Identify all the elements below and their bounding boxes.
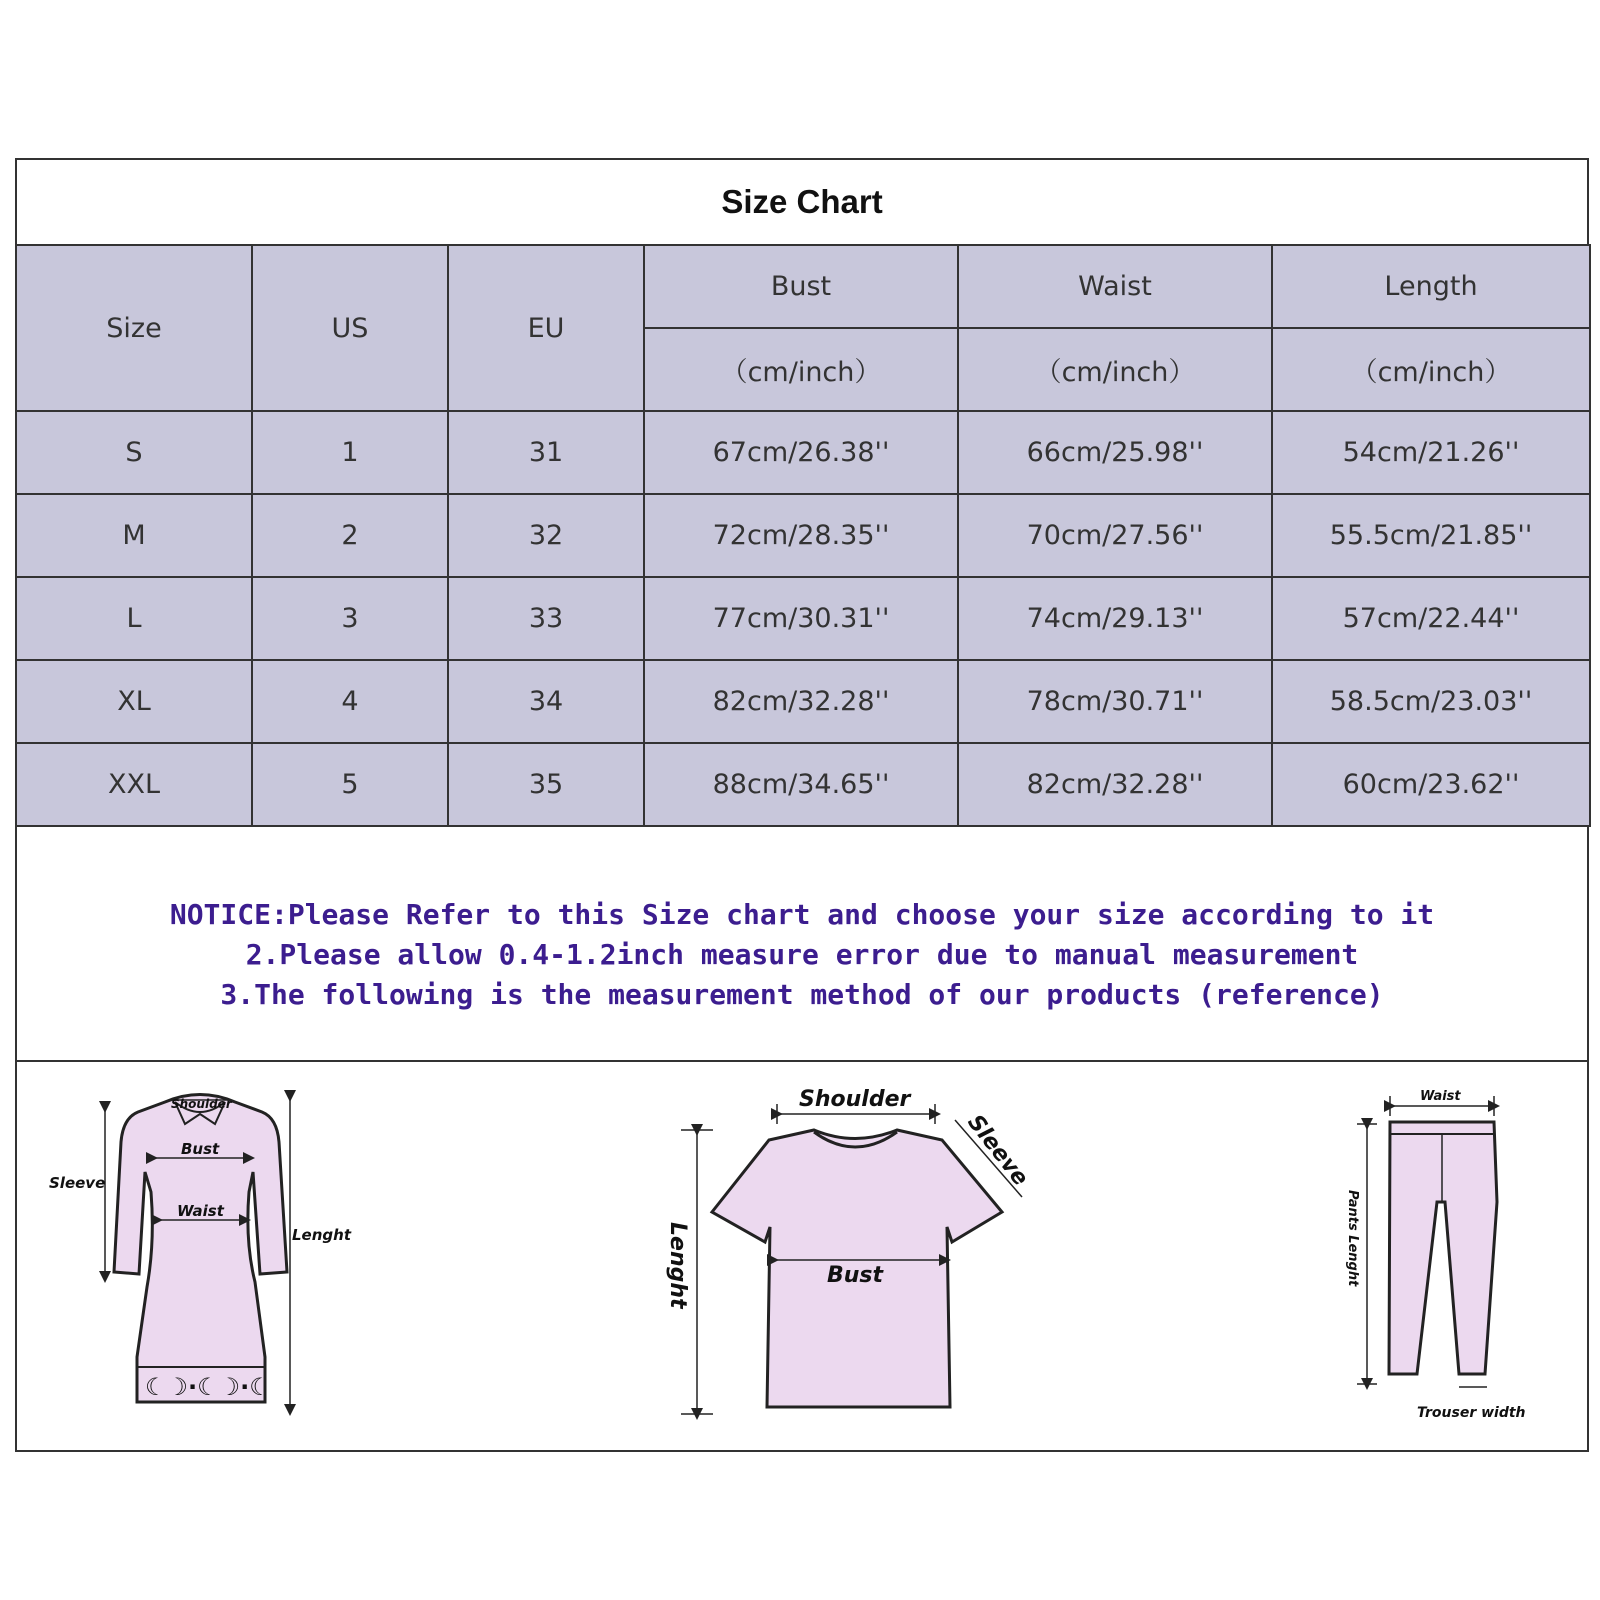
cell-us: 1	[252, 411, 448, 494]
cell-us: 5	[252, 743, 448, 826]
dress-bust-label: Bust	[181, 1140, 220, 1158]
cell-length: 57cm/22.44''	[1272, 577, 1590, 660]
page-title: Size Chart	[17, 160, 1587, 246]
header-bust-unit: （cm/inch）	[644, 328, 958, 411]
dress-length-label: Lenght	[292, 1226, 351, 1244]
cell-us: 2	[252, 494, 448, 577]
notice-line-2: 2.Please allow 0.4-1.2inch measure error due to manual measurement	[245, 938, 1359, 971]
size-chart-frame	[15, 158, 1589, 1452]
cell-size: S	[16, 411, 252, 494]
notice-line-3: 3.The following is the measurement method of our products (reference)	[220, 978, 1384, 1011]
tshirt-length-label: Lenght	[665, 1222, 690, 1309]
pants-length-label: Pants Lenght	[1345, 1190, 1360, 1287]
cell-waist: 82cm/32.28''	[958, 743, 1272, 826]
cell-us: 4	[252, 660, 448, 743]
pants-waist-label: Waist	[1420, 1089, 1461, 1104]
cell-length: 58.5cm/23.03''	[1272, 660, 1590, 743]
tshirt-bust-label: Bust	[827, 1263, 884, 1288]
header-us: US	[252, 245, 448, 411]
header-row	[16, 245, 1590, 328]
pants-trouser-width-label: Trouser width	[1417, 1405, 1526, 1421]
cell-waist: 66cm/25.98''	[958, 411, 1272, 494]
header-size: Size	[16, 245, 252, 411]
dress-diagram	[49, 1095, 352, 1411]
moon-pattern: ☾☽·☾☽·☾	[145, 1373, 271, 1401]
pants-diagram	[1345, 1089, 1526, 1421]
cell-eu: 31	[448, 411, 644, 494]
cell-bust: 67cm/26.38''	[644, 411, 958, 494]
dress-sleeve-label: Sleeve	[49, 1174, 106, 1192]
cell-size: M	[16, 494, 252, 577]
pants-illustration	[1389, 1122, 1497, 1374]
header-waist-unit: （cm/inch）	[958, 328, 1272, 411]
cell-eu: 32	[448, 494, 644, 577]
tshirt-shoulder-label: Shoulder	[799, 1087, 911, 1112]
cell-us: 3	[252, 577, 448, 660]
cell-waist: 70cm/27.56''	[958, 494, 1272, 577]
cell-bust: 82cm/32.28''	[644, 660, 958, 743]
dress-waist-label: Waist	[177, 1202, 224, 1220]
table-row	[16, 743, 1590, 826]
cell-size: XL	[16, 660, 252, 743]
header-length-unit: （cm/inch）	[1272, 328, 1590, 411]
table-row	[16, 411, 1590, 494]
header-bust: Bust	[644, 245, 958, 328]
cell-bust: 88cm/34.65''	[644, 743, 958, 826]
cell-size: L	[16, 577, 252, 660]
header-length: Length	[1272, 245, 1590, 328]
header-eu: EU	[448, 245, 644, 411]
cell-eu: 33	[448, 577, 644, 660]
tshirt-sleeve-label: Sleeve	[962, 1110, 1033, 1191]
cell-length: 60cm/23.62''	[1272, 743, 1590, 826]
cell-bust: 72cm/28.35''	[644, 494, 958, 577]
tshirt-diagram	[665, 1087, 1033, 1414]
header-waist: Waist	[958, 245, 1272, 328]
table-row	[16, 660, 1590, 743]
cell-bust: 77cm/30.31''	[644, 577, 958, 660]
measurement-diagrams	[17, 1062, 1587, 1450]
notice-line-1: NOTICE:Please Refer to this Size chart and choose your size according to it	[169, 898, 1435, 931]
cell-length: 55.5cm/21.85''	[1272, 494, 1590, 577]
cell-eu: 34	[448, 660, 644, 743]
cell-eu: 35	[448, 743, 644, 826]
size-table	[15, 244, 1591, 827]
cell-waist: 74cm/29.13''	[958, 577, 1272, 660]
dress-shoulder-label: Shoulder	[171, 1097, 232, 1111]
table-row	[16, 577, 1590, 660]
table-row	[16, 494, 1590, 577]
cell-length: 54cm/21.26''	[1272, 411, 1590, 494]
cell-waist: 78cm/30.71''	[958, 660, 1272, 743]
cell-size: XXL	[16, 743, 252, 826]
notice-section	[17, 852, 1587, 1062]
